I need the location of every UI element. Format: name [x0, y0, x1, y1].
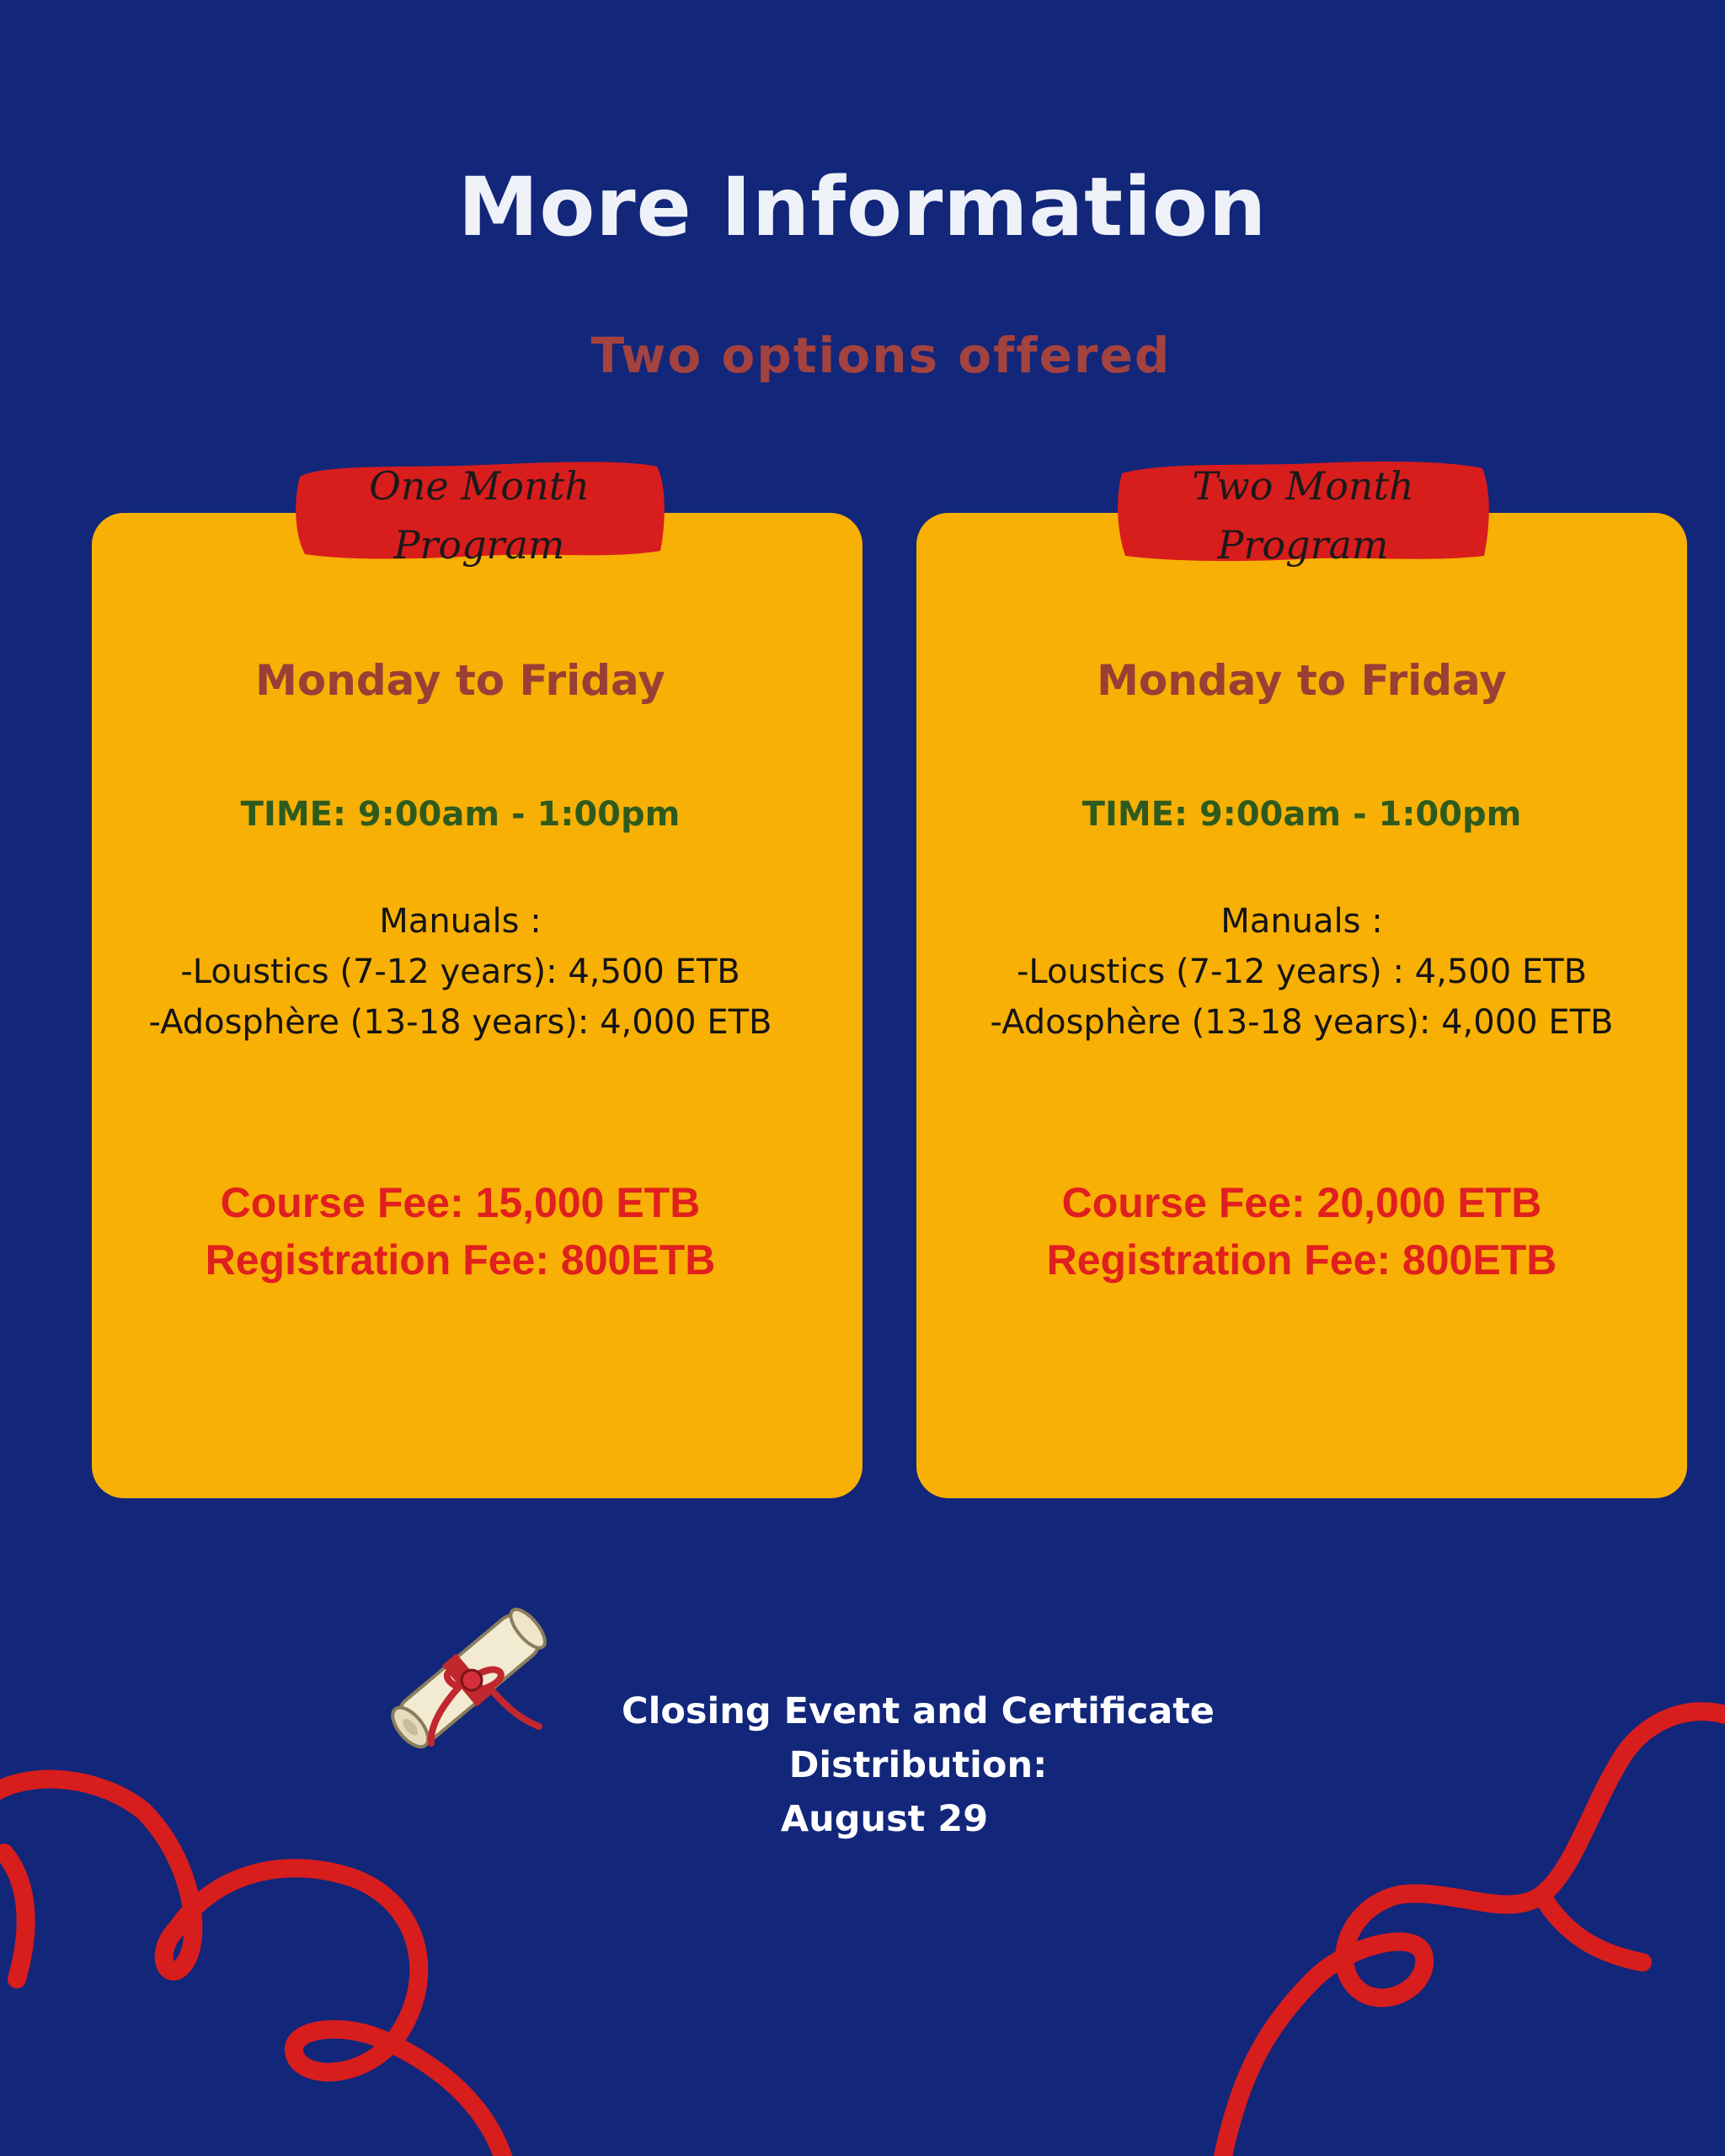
- fees-block: [75, 1174, 846, 1289]
- program-time: TIME: 9:00am - 1:00pm: [1081, 795, 1522, 834]
- tag-line: Two Month: [1192, 463, 1414, 509]
- program-days: Monday to Friday: [1097, 656, 1507, 705]
- closing-line: Closing Event and Certificate Distribution:: [622, 1690, 1215, 1786]
- program-tag-one-month: [290, 451, 669, 569]
- program-tag-two-month: [1114, 451, 1493, 569]
- tag-label: [1114, 456, 1493, 574]
- manuals-title: Manuals :: [1220, 902, 1383, 941]
- manuals-title: Manuals :: [379, 902, 542, 941]
- registration-fee: Registration Fee: 800ETB: [1046, 1236, 1557, 1283]
- manual-item: -Adosphère (13-18 years): 4,000 ETB: [148, 1003, 772, 1042]
- tag-label: [290, 456, 669, 574]
- page-subtitle: Two options offered: [590, 327, 1172, 384]
- manual-item: -Adosphère (13-18 years): 4,000 ETB: [990, 1003, 1614, 1042]
- tag-line: One Month: [369, 463, 590, 509]
- page-title: More Information: [457, 160, 1268, 254]
- manuals-block: [916, 896, 1687, 1048]
- manual-item: -Loustics (7-12 years): 4,500 ETB: [180, 953, 740, 991]
- course-fee: Course Fee: 15,000 ETB: [220, 1179, 701, 1226]
- tag-line: Program: [1217, 522, 1389, 568]
- program-card-two-month: [916, 513, 1687, 1498]
- registration-fee: Registration Fee: 800ETB: [205, 1236, 716, 1283]
- manual-item: -Loustics (7-12 years) : 4,500 ETB: [1016, 953, 1588, 991]
- closing-event-text: [505, 1684, 1331, 1846]
- program-days: Monday to Friday: [255, 656, 665, 705]
- fees-block: [916, 1174, 1687, 1289]
- program-time: TIME: 9:00am - 1:00pm: [240, 795, 681, 834]
- manuals-block: [75, 896, 846, 1048]
- tag-line: Program: [393, 522, 565, 568]
- course-fee: Course Fee: 20,000 ETB: [1061, 1179, 1542, 1226]
- closing-date: August 29: [780, 1798, 989, 1840]
- program-card-one-month: [92, 513, 862, 1498]
